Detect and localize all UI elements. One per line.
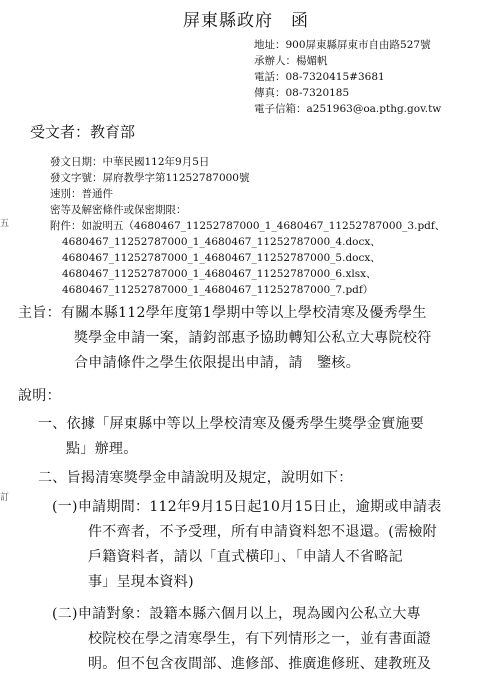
sub-item-1-cont: 件不齊者，不予受理，所有申請資料恕不退還。(需檢附 [88, 524, 437, 540]
attachment-line: 4680467_11252787000_1_4680467_11252787000_5.docx、 [62, 252, 381, 264]
sub-item-1: (一)申請期間：112年9月15日起10月15日止，逾期或申請表 [52, 499, 442, 515]
subject-line: 主旨：有關本縣112學年度第1學期中等以上學校清寒及優秀學生 [18, 305, 427, 321]
confidentiality: 密等及解密條件或保密期限： [50, 204, 187, 216]
explanation-item-2: 二、旨揭清寒獎學金申請說明及規定，說明如下： [38, 470, 353, 486]
contact-phone: 電話：08-7320415#3681 [254, 71, 385, 83]
explanation-item-1: 一、依據「屏東縣中等以上學校清寒及優秀學生獎學金實施要 [38, 416, 425, 432]
attachment-line: 4680467_11252787000_1_4680467_11252787000_7.pdf） [62, 284, 374, 296]
subject-line: 合申請條件之學生依限提出申請，請 鑒核。 [74, 355, 360, 371]
recipient: 受文者：教育部 [30, 123, 136, 141]
sub-item-1-cont: 事」呈現本資料) [88, 574, 194, 590]
contact-fax: 傳真：08-7320185 [254, 87, 350, 99]
sub-item-2-cont: 明。但不包含夜間部、進修部、推廣進修班、建教班及 [88, 656, 432, 672]
sub-item-1-cont: 戶籍資料者，請以「直式橫印」、「申請人不省略記 [88, 549, 403, 565]
explanation-item-1-cont: 點」辦理。 [66, 441, 138, 457]
attachment-line: 4680467_11252787000_1_4680467_11252787000_4.docx、 [62, 236, 381, 248]
contact-handler: 承辦人：楊媚帆 [254, 55, 328, 67]
document-number: 發文字號：屏府教學字第11252787000號 [50, 172, 250, 184]
attachments: 附件：如說明五（4680467_11252787000_1_4680467_11252787000_3.pdf、 [50, 220, 446, 232]
document-title: 屏東縣政府 函 [183, 11, 309, 31]
issue-date: 發文日期：中華民國112年9月5日 [50, 156, 210, 168]
attachment-line: 4680467_11252787000_1_4680467_11252787000_6.xlsx、 [62, 268, 377, 280]
subject-line: 獎學金申請一案，請鈞部惠予協助轉知公私立大專院校符 [74, 330, 432, 346]
sub-item-2: (二)申請對象：設籍本縣六個月以上，現為國內公私立大專 [52, 606, 422, 622]
binding-margin-mark: 五 [0, 219, 10, 229]
contact-email: 電子信箱：a251963@oa.pthg.gov.tw [254, 103, 442, 115]
binding-margin-mark: 訂 [0, 493, 10, 503]
speed-class: 速別：普通件 [50, 188, 113, 200]
contact-address: 地址：900屏東縣屏東市自由路527號 [254, 39, 431, 51]
sub-item-2-cont: 校院校在學之清寒學生，有下列情形之一，並有書面證 [88, 631, 432, 647]
explanation-label: 說明： [18, 388, 61, 404]
